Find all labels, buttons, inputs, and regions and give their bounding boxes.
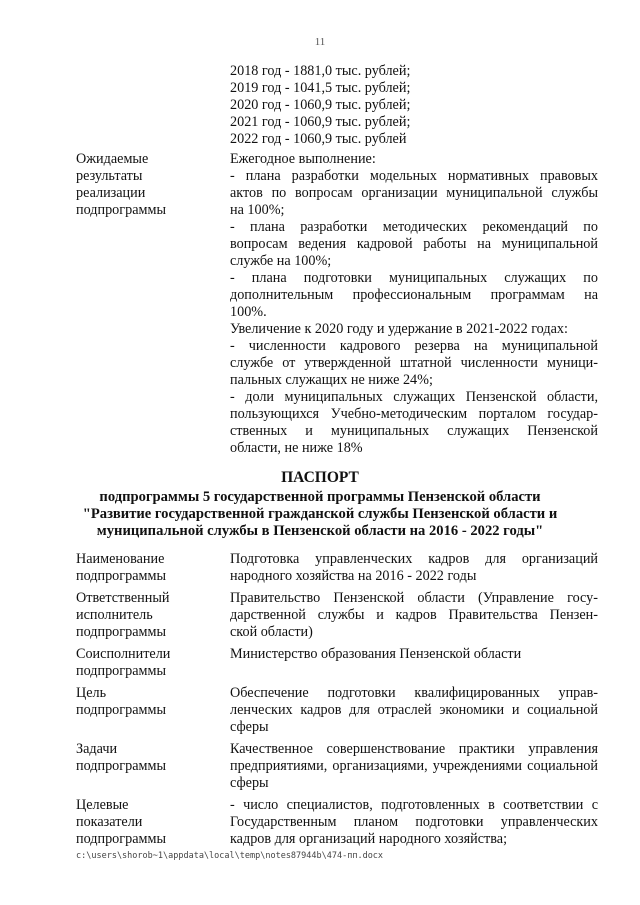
row-text: Подготовка управленческих кадров для организаций [230, 551, 598, 567]
row-text: кадров для организаций народного хозяйства; [230, 831, 508, 847]
row-label: показатели [76, 814, 143, 830]
row-text: сферы [230, 775, 269, 791]
row-label: подпрограммы [76, 702, 166, 718]
page-number: 11 [314, 36, 326, 48]
row-text: Министерство образования Пензенской области [230, 646, 522, 662]
funding-line: 2022 год - 1060,9 тыс. рублей [230, 131, 407, 147]
results-text-line: - плана подготовки муниципальных служащих по [230, 270, 598, 286]
passport-subtitle: муниципальной службы в Пензенской области на 2016 - 2022 годы" [96, 523, 544, 539]
funding-line: 2018 год - 1881,0 тыс. рублей; [230, 63, 411, 79]
passport-title: ПАСПОРТ [281, 469, 359, 486]
row-label: Цель [76, 685, 107, 701]
results-label: реализации [76, 185, 146, 201]
results-text-line: - плана разработки модельных нормативных правовых [230, 168, 598, 184]
funding-line: 2019 год - 1041,5 тыс. рублей; [230, 80, 411, 96]
row-label: подпрограммы [76, 624, 166, 640]
passport-subtitle: "Развитие государственной гражданской службы Пензенской области и [82, 506, 558, 522]
results-text-line: 100%. [230, 304, 267, 320]
row-text: - число специалистов, подготовленных в соответствии с [230, 797, 598, 813]
row-text: Обеспечение подготовки квалифицированных управ- [230, 685, 598, 701]
row-label: Наименование [76, 551, 165, 567]
row-label: подпрограммы [76, 568, 166, 584]
row-label: исполнитель [76, 607, 153, 623]
results-text-line: области, не ниже 18% [230, 440, 363, 456]
funding-line: 2020 год - 1060,9 тыс. рублей; [230, 97, 411, 113]
results-text-line: пользующихся Учебно-методическим порталом государ- [230, 406, 598, 422]
results-text-line: - численности кадрового резерва на муниципальной [230, 338, 598, 354]
row-label: подпрограммы [76, 758, 166, 774]
file-path-footer: c:\users\shorob~1\appdata\local\temp\notes87944b\474-пп.docx [76, 851, 384, 861]
results-label: результаты [76, 168, 143, 184]
results-label: Ожидаемые [76, 151, 149, 167]
results-text-line: дополнительным профессиональным программам на [230, 287, 598, 303]
results-text-line: службе от утвержденной штатной численности муници- [230, 355, 598, 371]
row-text: Качественное совершенствование практики управления [230, 741, 598, 757]
row-label: Задачи [76, 741, 118, 757]
row-text: ской области) [230, 624, 313, 640]
funding-line: 2021 год - 1060,9 тыс. рублей; [230, 114, 411, 130]
row-text: предприятиями, организациями, учреждениями социальной [230, 758, 598, 774]
row-text: ленческих кадров для отраслей экономики и социальной [230, 702, 598, 718]
row-text: народного хозяйства на 2016 - 2022 годы [230, 568, 477, 584]
results-label: подпрограммы [76, 202, 166, 218]
results-text-line: актов по вопросам организации муниципальной службы [230, 185, 598, 201]
results-text-line: Увеличение к 2020 году и удержание в 2021-2022 годах: [230, 321, 568, 337]
results-text-line: Ежегодное выполнение: [230, 151, 376, 167]
results-text-line: - доли муниципальных служащих Пензенской области, [230, 389, 598, 405]
row-label: Ответственный [76, 590, 170, 606]
row-text: Правительство Пензенской области (Управление госу- [230, 590, 598, 606]
row-label: Соисполнители [76, 646, 171, 662]
results-text-line: пальных служащих не ниже 24%; [230, 372, 433, 388]
results-text-line: службе на 100%; [230, 253, 332, 269]
results-text-line: - плана разработки методических рекомендаций по [230, 219, 598, 235]
results-text-line: на 100%; [230, 202, 285, 218]
results-text-line: вопросам ведения кадровой работы на муниципальной [230, 236, 598, 252]
row-text: Государственным планом подготовки управленческих [230, 814, 598, 830]
results-text-line: ственных и муниципальных служащих Пензенской [230, 423, 598, 439]
row-label: подпрограммы [76, 831, 166, 847]
row-text: сферы [230, 719, 269, 735]
row-label: подпрограммы [76, 663, 166, 679]
row-label: Целевые [76, 797, 129, 813]
passport-subtitle: подпрограммы 5 государственной программы Пензенской области [99, 489, 541, 505]
row-text: дарственной службы и кадров Правительства Пензен- [230, 607, 598, 623]
